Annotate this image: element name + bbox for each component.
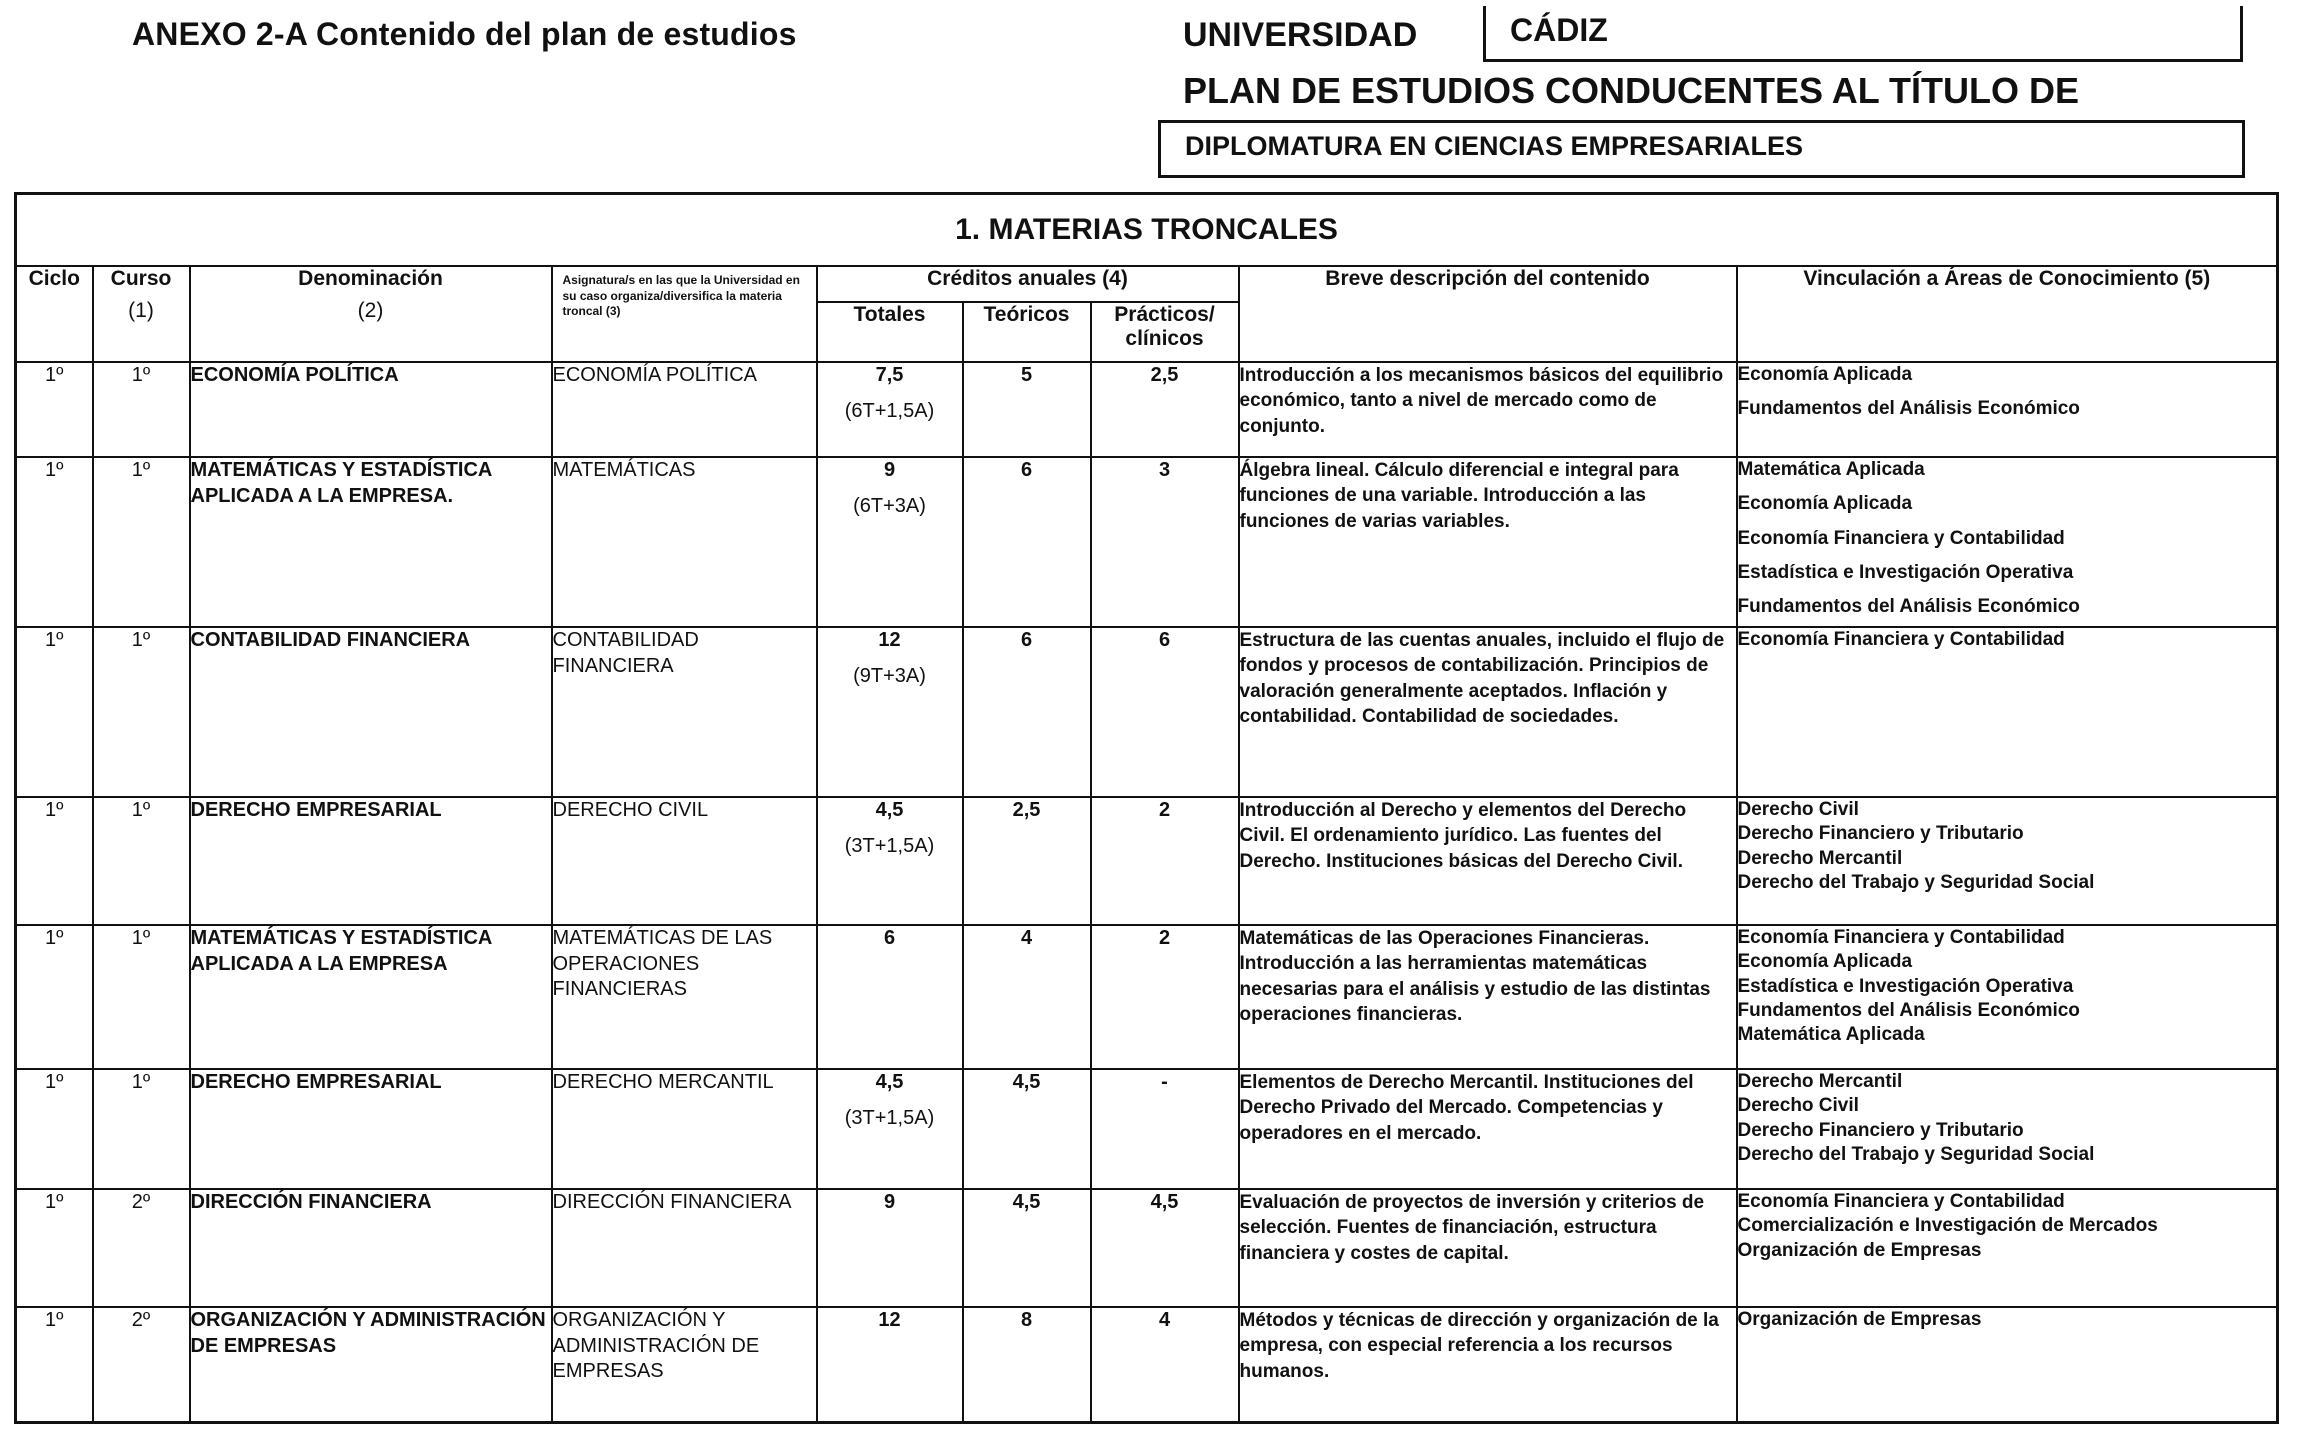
cell-practicos: 2: [1091, 925, 1239, 1069]
cell-asignatura: MATEMÁTICAS DE LAS OPERACIONES FINANCIERAS: [552, 925, 817, 1069]
cell-totales: 7,5 (6T+1,5A): [817, 362, 963, 457]
cell-ciclo: 1º: [16, 1307, 93, 1422]
cell-ciclo: 1º: [16, 1189, 93, 1307]
cell-curso: 1º: [93, 457, 190, 627]
cell-asignatura: ORGANIZACIÓN Y ADMINISTRACIÓN DE EMPRESAS: [552, 1307, 817, 1422]
cell-practicos: -: [1091, 1069, 1239, 1189]
cell-practicos: 2,5: [1091, 362, 1239, 457]
cell-denominacion: ORGANIZACIÓN Y ADMINISTRACIÓN DE EMPRESAS: [190, 1307, 552, 1422]
cell-curso: 2º: [93, 1189, 190, 1307]
cell-descripcion: Introducción a los mecanismos básicos del equilibrio económico, tanto a nivel de mercado como de conjunto.: [1239, 362, 1737, 457]
cell-teoricos: 8: [963, 1307, 1091, 1422]
cell-teoricos: 6: [963, 457, 1091, 627]
cell-asignatura: MATEMÁTICAS: [552, 457, 817, 627]
cell-asignatura: DERECHO CIVIL: [552, 797, 817, 925]
cell-descripcion: Evaluación de proyectos de inversión y criterios de selección. Fuentes de financiación, estructura financiera y costes de capital.: [1239, 1189, 1737, 1307]
cell-ciclo: 1º: [16, 627, 93, 797]
cell-denominacion: ECONOMÍA POLÍTICA: [190, 362, 552, 457]
cell-practicos: 3: [1091, 457, 1239, 627]
cell-areas: Derecho Civil Derecho Financiero y Tributario Derecho Mercantil Derecho del Trabajo y Seguridad Social: [1737, 797, 2278, 925]
cell-areas: Economía Financiera y Contabilidad Economía Aplicada Estadística e Investigación Operativa Fundamentos del Análisis Económico Matemática Aplicada: [1737, 925, 2278, 1069]
table-row: [16, 362, 2278, 457]
cell-asignatura: DIRECCIÓN FINANCIERA: [552, 1189, 817, 1307]
cell-teoricos: 4,5: [963, 1069, 1091, 1189]
cell-ciclo: 1º: [16, 797, 93, 925]
cell-denominacion: DIRECCIÓN FINANCIERA: [190, 1189, 552, 1307]
cell-denominacion: DERECHO EMPRESARIAL: [190, 1069, 552, 1189]
header-totales: Totales: [817, 302, 963, 362]
titulo-value: DIPLOMATURA EN CIENCIAS EMPRESARIALES: [1185, 131, 1804, 161]
cell-totales: 6: [817, 925, 963, 1069]
header-creditos: Créditos anuales (4): [817, 266, 1239, 302]
cell-denominacion: MATEMÁTICAS Y ESTADÍSTICA APLICADA A LA EMPRESA: [190, 925, 552, 1069]
materias-troncales-table: [14, 192, 2279, 1424]
cell-curso: 2º: [93, 1307, 190, 1422]
section-title: 1. MATERIAS TRONCALES: [16, 194, 2278, 267]
cell-curso: 1º: [93, 627, 190, 797]
header-denominacion: Denominación (2): [190, 266, 552, 362]
header-asignaturas: Asignatura/s en las que la Universidad en su caso organiza/diversifica la materia troncal (3): [552, 266, 817, 362]
cell-teoricos: 2,5: [963, 797, 1091, 925]
cell-totales: 12: [817, 1307, 963, 1422]
cell-teoricos: 5: [963, 362, 1091, 457]
cell-descripcion: Estructura de las cuentas anuales, incluido el flujo de fondos y procesos de contabilización. Principios de valoración generalmente aceptados. Inflación y contabilidad. Contabilidad de sociedades.: [1239, 627, 1737, 797]
cell-areas: Derecho Mercantil Derecho Civil Derecho Financiero y Tributario Derecho del Trabajo y Seguridad Social: [1737, 1069, 2278, 1189]
cell-asignatura: DERECHO MERCANTIL: [552, 1069, 817, 1189]
cell-totales: 12 (9T+3A): [817, 627, 963, 797]
cell-practicos: 2: [1091, 797, 1239, 925]
table-row: [16, 925, 2278, 1069]
cell-asignatura: ECONOMÍA POLÍTICA: [552, 362, 817, 457]
table-row: [16, 1307, 2278, 1422]
header-curso: Curso (1): [93, 266, 190, 362]
plan-label: PLAN DE ESTUDIOS CONDUCENTES AL TÍTULO DE: [1183, 70, 2080, 111]
table-body: [16, 362, 2278, 1422]
cell-practicos: 6: [1091, 627, 1239, 797]
cell-areas: Matemática Aplicada Economía Aplicada Economía Financiera y Contabilidad Estadística e Investigación Operativa Fundamentos del Análisis Económico: [1737, 457, 2278, 627]
table-row: [16, 1189, 2278, 1307]
header-descripcion: Breve descripción del contenido: [1239, 266, 1737, 362]
universidad-value: CÁDIZ: [1510, 12, 1608, 48]
header-practicos: Prácticos/ clínicos: [1091, 302, 1239, 362]
table-row: [16, 797, 2278, 925]
table-row: [16, 627, 2278, 797]
cell-descripcion: Elementos de Derecho Mercantil. Instituciones del Derecho Privado del Mercado. Competencias y operadores en el mercado.: [1239, 1069, 1737, 1189]
cell-ciclo: 1º: [16, 362, 93, 457]
cell-practicos: 4,5: [1091, 1189, 1239, 1307]
cell-totales: 4,5 (3T+1,5A): [817, 1069, 963, 1189]
cell-ciclo: 1º: [16, 925, 93, 1069]
cell-curso: 1º: [93, 797, 190, 925]
cell-descripcion: Álgebra lineal. Cálculo diferencial e integral para funciones de una variable. Introducción a las funciones de varias variables.: [1239, 457, 1737, 627]
header-vinculacion: Vinculación a Áreas de Conocimiento (5): [1737, 266, 2278, 362]
table-row: [16, 1069, 2278, 1189]
header-ciclo: Ciclo: [16, 266, 93, 362]
cell-totales: 9 (6T+3A): [817, 457, 963, 627]
cell-ciclo: 1º: [16, 457, 93, 627]
cell-curso: 1º: [93, 925, 190, 1069]
cell-teoricos: 6: [963, 627, 1091, 797]
cell-descripcion: Métodos y técnicas de dirección y organización de la empresa, con especial referencia a los recursos humanos.: [1239, 1307, 1737, 1422]
cell-totales: 9: [817, 1189, 963, 1307]
cell-areas: Economía Financiera y Contabilidad Comercialización e Investigación de Mercados Organización de Empresas: [1737, 1189, 2278, 1307]
cell-totales: 4,5 (3T+1,5A): [817, 797, 963, 925]
cell-descripcion: Matemáticas de las Operaciones Financieras. Introducción a las herramientas matemáticas necesarias para el análisis y estudio de las distintas operaciones financieras.: [1239, 925, 1737, 1069]
anexo-title: ANEXO 2-A Contenido del plan de estudios: [132, 16, 797, 52]
cell-teoricos: 4: [963, 925, 1091, 1069]
cell-practicos: 4: [1091, 1307, 1239, 1422]
cell-curso: 1º: [93, 1069, 190, 1189]
cell-denominacion: CONTABILIDAD FINANCIERA: [190, 627, 552, 797]
titulo-value-box: [1158, 120, 2245, 178]
cell-asignatura: CONTABILIDAD FINANCIERA: [552, 627, 817, 797]
table-row: [16, 457, 2278, 627]
cell-denominacion: DERECHO EMPRESARIAL: [190, 797, 552, 925]
universidad-label: UNIVERSIDAD: [1183, 16, 1418, 54]
cell-areas: Organización de Empresas: [1737, 1307, 2278, 1422]
cell-ciclo: 1º: [16, 1069, 93, 1189]
cell-denominacion: MATEMÁTICAS Y ESTADÍSTICA APLICADA A LA EMPRESA.: [190, 457, 552, 627]
cell-curso: 1º: [93, 362, 190, 457]
header-teoricos: Teóricos: [963, 302, 1091, 362]
cell-areas: Economía Financiera y Contabilidad: [1737, 627, 2278, 797]
cell-teoricos: 4,5: [963, 1189, 1091, 1307]
cell-areas: Economía Aplicada Fundamentos del Análisis Económico: [1737, 362, 2278, 457]
universidad-value-box: [1483, 6, 2243, 62]
cell-descripcion: Introducción al Derecho y elementos del Derecho Civil. El ordenamiento jurídico. Las fuentes del Derecho. Instituciones básicas del Derecho Civil.: [1239, 797, 1737, 925]
